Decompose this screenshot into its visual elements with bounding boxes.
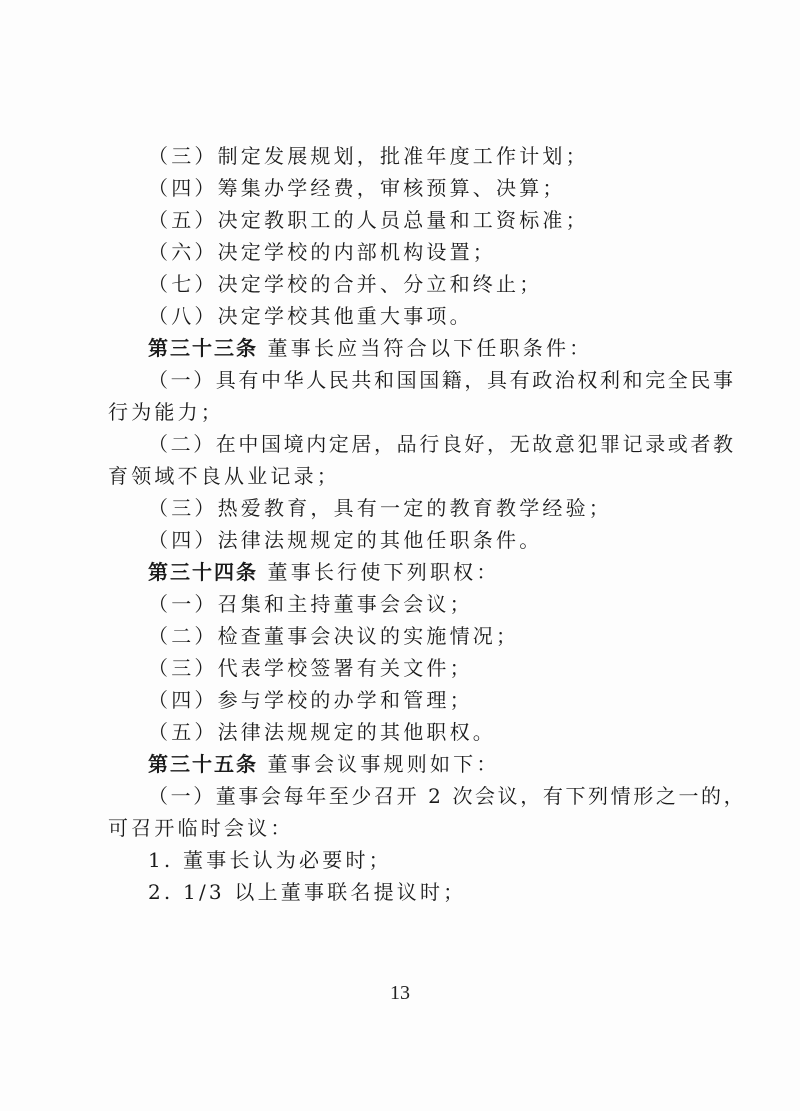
paragraph-line: （三）热爱教育，具有一定的教育教学经验；: [148, 496, 612, 520]
paragraph-line: （四）筹集办学经费，审核预算、决算；: [148, 176, 566, 200]
article-text: 董事长应当符合以下任职条件：: [258, 336, 593, 360]
paragraph-line: （四）法律法规规定的其他任职条件。: [148, 528, 543, 552]
paragraph-line: （一）召集和主持董事会会议；: [148, 592, 473, 616]
paragraph-continuation: 行为能力；: [108, 400, 224, 424]
paragraph-continuation: 可召开临时会议：: [108, 816, 294, 840]
paragraph-line: （二）在中国境内定居，品行良好，无故意犯罪记录或者教: [148, 432, 736, 456]
article-heading: 第三十五条: [148, 752, 258, 776]
paragraph-line: （六）决定学校的内部机构设置；: [148, 240, 496, 264]
paragraph-line: （三）制定发展规划，批准年度工作计划；: [148, 144, 589, 168]
article-heading: 第三十三条: [148, 336, 258, 360]
paragraph-line: （五）法律法规规定的其他职权。: [148, 720, 496, 744]
article-heading: 第三十四条: [148, 560, 258, 584]
article-33: [108, 332, 714, 364]
page-number: 13: [390, 982, 410, 1004]
paragraph-line: 2. 1/3 以上董事联名提议时；: [148, 880, 467, 904]
document-body: [108, 140, 747, 908]
paragraph-line: （二）检查董事会决议的实施情况；: [148, 624, 520, 648]
paragraph-continuation: 育领域不良从业记录；: [108, 464, 340, 488]
article-text: 董事长行使下列职权：: [258, 560, 500, 584]
paragraph-line: （三）代表学校签署有关文件；: [148, 656, 473, 680]
paragraph-line: （一）董事会每年至少召开 2 次会议，有下列情形之一的，: [148, 784, 747, 808]
paragraph-line: （七）决定学校的合并、分立和终止；: [148, 272, 543, 296]
paragraph-line: （四）参与学校的办学和管理；: [148, 688, 473, 712]
paragraph-line: （八）决定学校其他重大事项。: [148, 304, 473, 328]
paragraph-line: （五）决定教职工的人员总量和工资标准；: [148, 208, 589, 232]
article-text: 董事会议事规则如下：: [258, 752, 500, 776]
paragraph-line: 1. 董事长认为必要时；: [148, 848, 392, 872]
article-35: [108, 748, 714, 780]
article-34: [108, 556, 714, 588]
paragraph-line: （一）具有中华人民共和国国籍，具有政治权利和完全民事: [148, 368, 736, 392]
